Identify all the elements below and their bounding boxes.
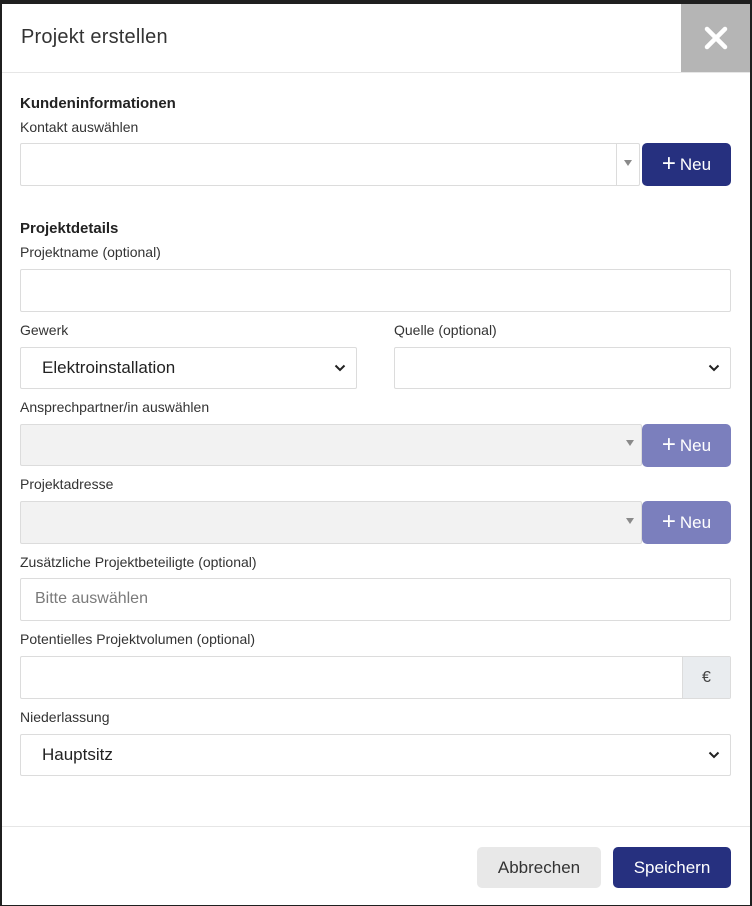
- contact-select[interactable]: [20, 143, 640, 186]
- save-button[interactable]: Speichern: [613, 847, 731, 888]
- customer-section-title: Kundeninformationen: [20, 95, 176, 112]
- participants-label: Zusätzliche Projektbeteiligte (optional): [20, 554, 257, 570]
- cancel-button[interactable]: Abbrechen: [477, 847, 601, 888]
- new-contact-label: Neu: [679, 154, 712, 174]
- close-button[interactable]: [681, 4, 750, 72]
- branch-value: Hauptsitz: [42, 745, 113, 764]
- volume-input[interactable]: [20, 656, 731, 699]
- project-name-input[interactable]: [20, 269, 731, 312]
- contact-person-caret-icon: [619, 425, 641, 465]
- participants-placeholder: Bitte auswählen: [35, 590, 148, 607]
- dialog-header: [2, 4, 750, 73]
- chevron-down-icon: [334, 363, 346, 373]
- chevron-down-icon: [708, 363, 720, 373]
- branch-label: Niederlassung: [20, 709, 110, 725]
- trade-label: Gewerk: [20, 322, 69, 338]
- source-select[interactable]: [394, 347, 731, 389]
- plus-icon: +: [661, 149, 676, 177]
- new-address-label: Neu: [679, 512, 712, 532]
- dialog-footer: [2, 826, 750, 906]
- contact-dropdown-caret-icon[interactable]: [616, 144, 639, 185]
- project-section-title: Projektdetails: [20, 220, 119, 237]
- project-address-label: Projektadresse: [20, 476, 114, 492]
- new-contact-person-button[interactable]: [642, 424, 731, 467]
- new-contact-person-label: Neu: [679, 435, 712, 455]
- plus-icon: +: [661, 430, 676, 458]
- project-name-label: Projektname (optional): [20, 244, 161, 260]
- close-icon: [704, 26, 728, 50]
- volume-label: Potentielles Projektvolumen (optional): [20, 631, 256, 647]
- plus-icon: +: [661, 507, 676, 535]
- project-address-caret-icon: [619, 502, 641, 543]
- new-address-button[interactable]: [642, 501, 731, 544]
- dialog-title: Projekt erstellen: [21, 26, 168, 48]
- contact-label: Kontakt auswählen: [20, 119, 139, 135]
- project-address-select[interactable]: [20, 501, 642, 544]
- chevron-down-icon: [708, 750, 720, 760]
- source-label: Quelle (optional): [394, 322, 497, 338]
- trade-value: Elektroinstallation: [42, 358, 176, 377]
- new-contact-button[interactable]: [642, 143, 731, 186]
- create-project-dialog: [2, 4, 750, 905]
- participants-select[interactable]: [20, 578, 731, 621]
- contact-person-select[interactable]: [20, 424, 642, 466]
- branch-select[interactable]: [20, 734, 731, 776]
- trade-select[interactable]: [20, 347, 357, 389]
- contact-person-label: Ansprechpartner/in auswählen: [20, 399, 210, 415]
- euro-currency-addon: €: [682, 657, 730, 698]
